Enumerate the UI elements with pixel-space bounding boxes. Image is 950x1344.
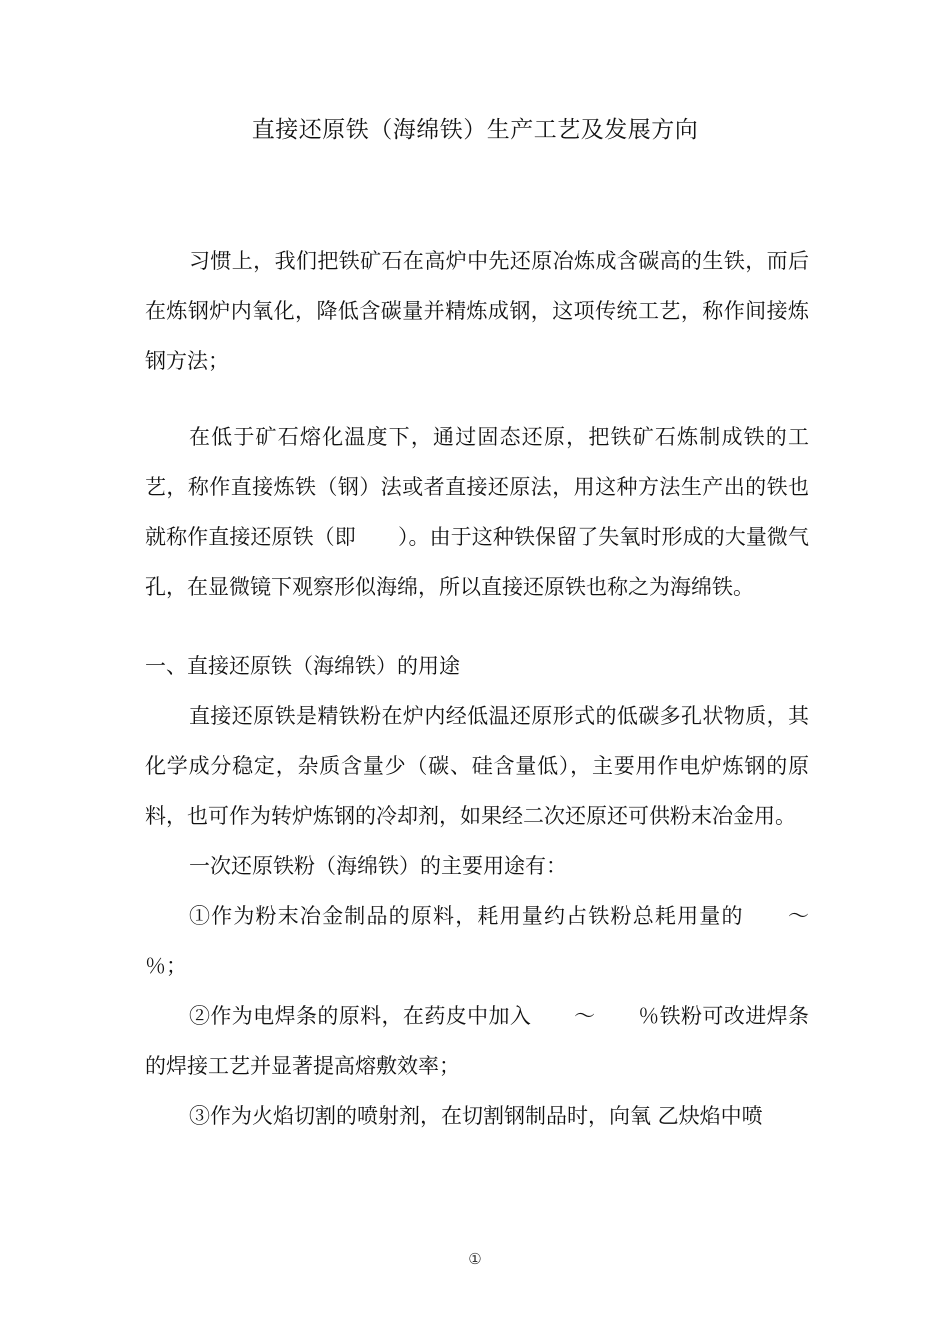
document-title: 直接还原铁（海绵铁）生产工艺及发展方向 [251,117,699,143]
paragraph-uses: 直接还原铁是精铁粉在炉内经低温还原形式的低碳多孔状物质，其化学成分稳定，杂质含量少（碳、硅含量低），主要用作电炉炼钢的原料，也可作为转炉炼钢的冷却剂，如果经二次还原还可供粉末冶金用。 [145,704,809,828]
document-body [145,236,851,1141]
list-item-use-2: ②作为电焊条的原料，在药皮中加入 ～ ％铁粉可改进焊条的焊接工艺并显著提高熔敷效率； [145,1004,809,1078]
section-heading-uses: 一、直接还原铁（海绵铁）的用途 [145,654,460,678]
paragraph-direct-reduction: 在低于矿石熔化温度下，通过固态还原，把铁矿石炼制成铁的工艺，称作直接炼铁（钢）法或者直接还原法，用这种方法生产出的铁也就称作直接还原铁（即 ）。由于这种铁保留了失氧时形成的大量微气孔，在显微镜下观察形似海绵，所以直接还原铁也称之为海绵铁。 [145,425,809,599]
page-number: ① [468,1250,482,1268]
paragraph-indirect-steelmaking: 习惯上，我们把铁矿石在高炉中先还原冶炼成含碳高的生铁，而后在炼钢炉内氧化，降低含碳量并精炼成钢，这项传统工艺，称作间接炼钢方法； [145,249,809,373]
paragraph-main-uses-intro: 一次还原铁粉（海绵铁）的主要用途有： [189,854,567,878]
list-item-use-3: ③作为火焰切割的喷射剂，在切割钢制品时，向氧 乙炔焰中喷 [189,1104,763,1128]
list-item-use-1: ①作为粉末冶金制品的原料，耗用量约占铁粉总耗用量的 ～ ％； [145,904,851,978]
